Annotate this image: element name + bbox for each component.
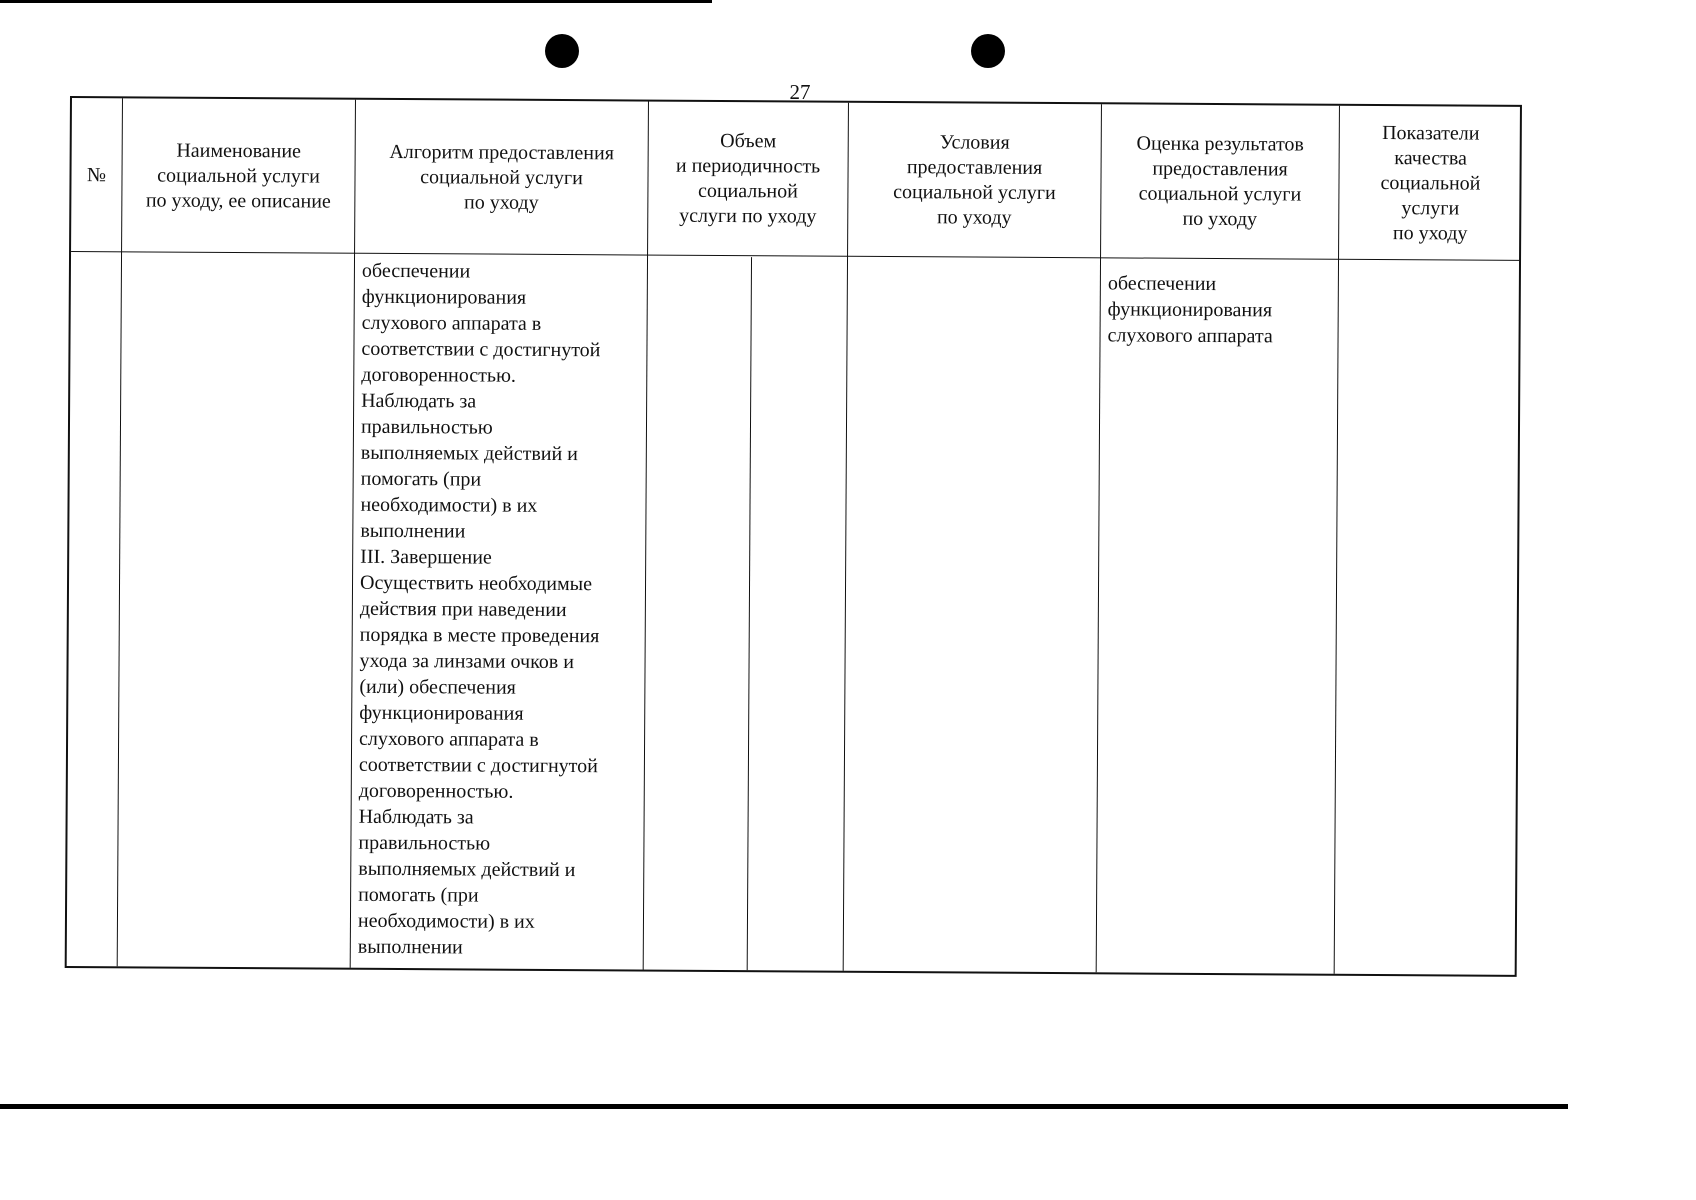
- header-evaluation: Оценка результатов предоставления социальной услуги по уходу: [1136, 132, 1304, 231]
- header-number: №: [86, 163, 107, 186]
- scan-bottom-edge: [0, 1104, 1568, 1109]
- header-service-name: Наименование социальной услуги по уходу, ее описание: [145, 139, 331, 213]
- header-algorithm: Алгоритм предоставления социальной услуги по уходу: [389, 140, 615, 214]
- punch-hole-left: [545, 34, 579, 68]
- cell-evaluation-text: обеспечении функционирования слухового аппарата: [1107, 272, 1273, 348]
- cell-algorithm-text: обеспечении функционирования слухового аппарата в соответствии с достигнутой договоренностью. Наблюдать за правильностью выполняемых действий и помогать (при необходимости) в их выполнении III. Завершение Осуществить необходимые действия при наведении порядка в месте проведения ухода за линзами очков и (или) обеспечения функционирования слухового аппарата в соответствии с достигнутой договоренностью. Наблюдать за правильностью выполняемых действий и помогать (при необходимости) в их выполнении: [357, 259, 601, 959]
- header-quality-indicators: Показатели качества социальной услуги по уходу: [1380, 121, 1481, 245]
- services-table: [65, 96, 1522, 977]
- column-subdivider: [747, 257, 752, 970]
- header-volume-periodicity: Объем и периодичность социальной услуги по уходу: [675, 129, 821, 228]
- header-conditions: Условия предоставления социальной услуги по уходу: [893, 131, 1056, 229]
- page-number: 27: [789, 80, 811, 104]
- scan-top-edge: [0, 0, 712, 3]
- punch-hole-right: [971, 34, 1005, 68]
